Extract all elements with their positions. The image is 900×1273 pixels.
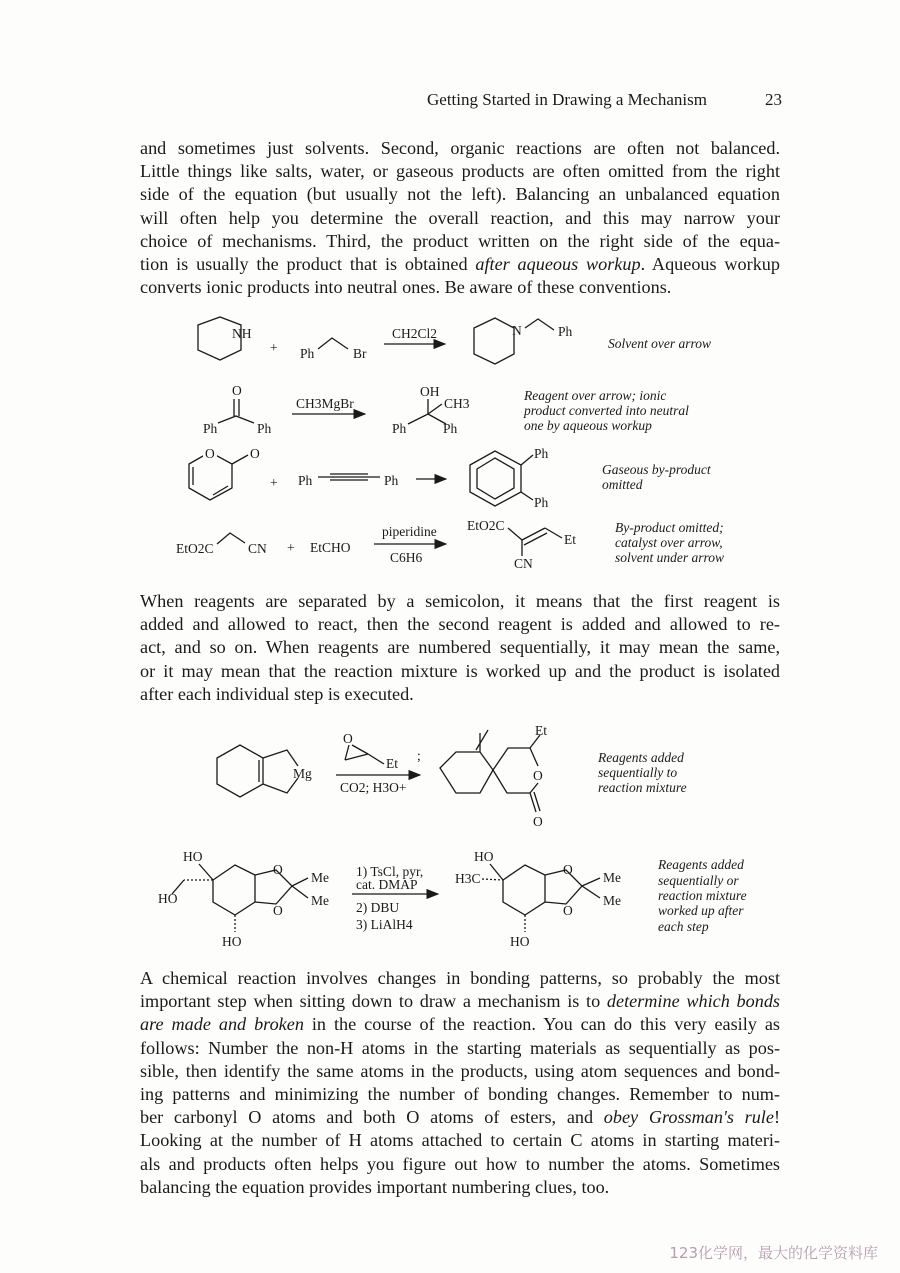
ring-bonds [493, 770, 538, 793]
annotation: worked up after [658, 903, 744, 918]
bond [292, 886, 308, 898]
text-line: added and allowed to react, then the second reagent is added and allowed to re- [140, 614, 780, 635]
epoxide-bond [352, 745, 368, 754]
ho-label: HO [510, 934, 530, 949]
ester-label: EtO2C [467, 518, 505, 533]
text-line [140, 990, 780, 1013]
double-bond [522, 528, 545, 540]
cyclohexane-ring [213, 865, 255, 915]
step-label: 3) LiAlH4 [356, 917, 413, 932]
et-label: Et [535, 723, 547, 738]
aldehyde-label: EtCHO [310, 540, 351, 555]
benzyl-chain [525, 319, 554, 330]
ho-label: HO [158, 891, 178, 906]
ho-label: HO [474, 849, 494, 864]
hashed-bond [482, 879, 503, 880]
bonds [218, 416, 254, 423]
text-line [140, 1013, 780, 1036]
paragraph-reagent-order [140, 590, 780, 706]
et-label: Et [564, 532, 576, 547]
reagent-label: CH3MgBr [296, 396, 354, 411]
annotation: each step [658, 919, 709, 934]
emphasis-text: after aqueous workup [475, 254, 641, 275]
piperidine-ring [474, 318, 514, 364]
bond [521, 455, 533, 465]
text-line: converts ionic products into neutral ones. Be aware of these conventions. [140, 277, 672, 298]
ho-label: HO [183, 849, 203, 864]
text-line: balancing the equation provides important numbering clues, too. [140, 1176, 610, 1197]
emphasis-text: determine which bonds [606, 991, 780, 1012]
text-line: follows: Number the non-H atoms in the starting materials as sequentially as pos- [140, 1037, 780, 1058]
me-label: Me [603, 893, 621, 908]
cyclohexene-ring [217, 745, 263, 797]
paragraph-bonding-changes [140, 967, 780, 1199]
text-line: will often help you determine the overall reaction, and this may narrow your [140, 207, 780, 228]
annotation: reaction mixture [658, 888, 747, 903]
bonds [408, 414, 446, 424]
annotation: Solvent over arrow [608, 336, 711, 351]
o-label: O [232, 383, 242, 398]
page-number: 23 [765, 90, 782, 109]
plus-sign: + [270, 475, 278, 490]
annotation: Gaseous by-product [602, 462, 711, 477]
ph-label: Ph [203, 421, 218, 436]
text-line: after each individual step is executed. [140, 683, 414, 704]
epoxide-bond [345, 754, 368, 760]
bond [521, 492, 533, 500]
step-label: 2) DBU [356, 900, 400, 915]
mg-label: Mg [293, 766, 312, 781]
text-line [140, 1106, 780, 1129]
ph-label: Ph [300, 346, 315, 361]
text-line: act, and so on. When reagents are numbered sequentially, it may mean the same, [140, 637, 780, 658]
annotation: sequentially to [598, 765, 678, 780]
o-label: O [205, 446, 215, 461]
ph-label: Ph [534, 446, 549, 461]
text-run: . Aqueous workup [640, 254, 780, 275]
solvent-label: C6H6 [390, 550, 423, 565]
text-line: als and products often helps you figure out how to number the atoms. Sometimes [140, 1153, 780, 1174]
reaction-diels-alder [189, 446, 712, 510]
o-label: O [343, 731, 353, 746]
semicolon: ; [417, 748, 421, 763]
reaction-alkylation [198, 317, 711, 364]
text-run: tion is usually the product that is obtained [140, 254, 476, 275]
ph-label: Ph [443, 421, 458, 436]
text-run: important step when sitting down to draw a mechanism is to [140, 991, 607, 1012]
text-line: choice of mechanisms. Third, the product written on the right side of the equa- [140, 230, 780, 251]
bond [199, 864, 213, 880]
o-label: O [533, 768, 543, 783]
carbonyl-bond [232, 455, 248, 464]
o-label: O [563, 862, 573, 877]
bond [428, 404, 442, 414]
annotation: Reagent over arrow; ionic [524, 388, 667, 403]
benzyl-chain [318, 338, 348, 349]
nh-label: NH [232, 326, 252, 341]
o-label: O [563, 903, 573, 918]
text-line: When reagents are separated by a semicolon, it means that the first reagent is [140, 591, 780, 611]
epoxide-bond [345, 745, 349, 760]
bond [582, 878, 600, 886]
double-bond [524, 533, 547, 545]
annotation: reaction mixture [598, 780, 687, 795]
annotation: sequentially or [658, 873, 739, 888]
br-label: Br [353, 346, 367, 361]
text-line: Little things like salts, water, or gaseous products are often omitted from the right [140, 161, 780, 182]
o-label: O [273, 862, 283, 877]
me-label: Me [311, 893, 329, 908]
annotation: one by aqueous workup [524, 418, 652, 433]
step-label: cat. DMAP [356, 877, 418, 892]
annotation: By-product omitted; [615, 520, 724, 535]
reaction-knoevenagel [176, 518, 724, 571]
ring-bonds [493, 748, 538, 770]
ph-label: Ph [392, 421, 407, 436]
ph-label: Ph [298, 473, 313, 488]
plus-sign: + [270, 340, 278, 355]
reaction-grignard [203, 383, 689, 436]
watermark: 123化学网，最大的化学资料库 [669, 1244, 878, 1262]
running-title: Getting Started in Drawing a Mechanism [427, 90, 707, 109]
cn-label: CN [248, 541, 267, 556]
bond [490, 864, 503, 880]
annotation: catalyst over arrow, [615, 535, 723, 550]
emphasis-text: obey Grossman's rule [603, 1107, 774, 1128]
cyclohexane-ring [440, 752, 493, 793]
annotation: product converted into neutral [524, 403, 689, 418]
reaction-grignard-epoxide [217, 723, 687, 829]
ho-label: HO [222, 934, 242, 949]
text-run: in the course of the reaction. You can do this very easily as [303, 1014, 780, 1035]
oh-label: OH [420, 384, 440, 399]
text-line: ing patterns and minimizing the number of bonding changes. Remember to num- [140, 1084, 780, 1105]
me-label: Me [311, 870, 329, 885]
cn-label: CN [514, 556, 533, 571]
step-label: 1) TsCl, pyr, [356, 864, 424, 879]
text-line: side of the equation (but usually not the left). Balancing an unbalanced equation [140, 184, 780, 205]
bond [582, 886, 600, 898]
annotation: omitted [602, 477, 643, 492]
plus-sign: + [287, 540, 295, 555]
n-label: N [512, 323, 522, 338]
reaction-deoxygenation [158, 849, 747, 949]
text-line: sible, then identify the same atoms in the products, using atom sequences and bond- [140, 1060, 780, 1081]
ring-bonds [263, 750, 298, 766]
bond [292, 878, 308, 886]
me-label: Me [603, 870, 621, 885]
text-line: and sometimes just solvents. Second, organic reactions are often not balanced. [140, 138, 780, 158]
ch3-label: H3C [455, 871, 481, 886]
ch3-label: CH3 [444, 396, 470, 411]
exo-methylene [476, 730, 488, 750]
annotation: Reagents added [658, 857, 744, 872]
bonds [217, 533, 245, 544]
reagent-label: CO2; H3O+ [340, 780, 407, 795]
ph-label: Ph [534, 495, 549, 510]
bond [545, 528, 562, 538]
catalyst-label: piperidine [382, 524, 437, 539]
bond [508, 528, 522, 540]
ph-label: Ph [558, 324, 573, 339]
ph-label: Ph [257, 421, 272, 436]
text-run: ber carbonyl O atoms and both O atoms of esters, and [140, 1107, 604, 1128]
emphasis-text: are made and broken [140, 1014, 304, 1035]
et-label: Et [386, 756, 398, 771]
text-run: ! [773, 1107, 780, 1128]
o-label: O [250, 446, 260, 461]
cyclohexane-ring [503, 865, 545, 915]
benzene-inner [477, 458, 514, 499]
solvent-label: CH2Cl2 [392, 326, 438, 341]
text-line: Looking at the number of H atoms attached to certain C atoms in starting materi- [140, 1130, 780, 1151]
o-label: O [533, 814, 543, 829]
annotation: solvent under arrow [615, 550, 724, 565]
ph-label: Ph [384, 473, 399, 488]
ester-label: EtO2C [176, 541, 214, 556]
text-line: or it may mean that the reaction mixture is worked up and the product is isolated [140, 660, 780, 681]
bond [368, 754, 384, 764]
o-label: O [273, 903, 283, 918]
annotation: Reagents added [598, 750, 684, 765]
text-line: A chemical reaction involves changes in bonding patterns, so probably the most [140, 968, 780, 988]
